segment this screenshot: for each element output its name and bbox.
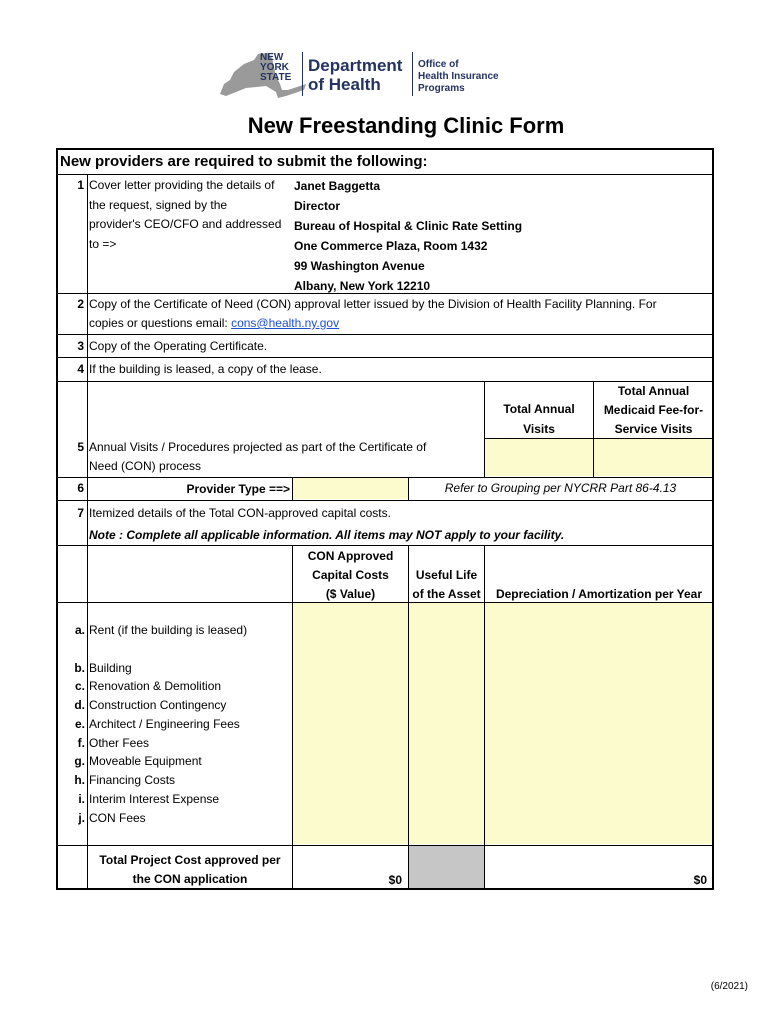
row7-note: Note : Complete all applicable information. All items may NOT apply to your facility. bbox=[89, 528, 565, 542]
item-label: Architect / Engineering Fees bbox=[89, 717, 240, 731]
row-number: 1 bbox=[77, 178, 84, 192]
col-total-annual-visits bbox=[485, 400, 593, 439]
row7-text: Itemized details of the Total CON-approved capital costs. bbox=[89, 506, 391, 520]
mailing-address bbox=[294, 176, 522, 296]
row1-line: Cover letter providing the details of bbox=[89, 178, 275, 192]
row5-line: Need (CON) process bbox=[89, 459, 202, 473]
row2-line2 bbox=[89, 314, 339, 332]
form-version: (6/2021) bbox=[710, 981, 748, 992]
row5-line: Annual Visits / Procedures projected as part of the Certificate of bbox=[89, 440, 427, 454]
total-annual-visits-input[interactable] bbox=[485, 439, 593, 476]
item-label: Interim Interest Expense bbox=[89, 792, 220, 806]
total-label-line: Total Project Cost approved per bbox=[99, 853, 281, 867]
item-label: Financing Costs bbox=[89, 773, 176, 787]
address-line: One Commerce Plaza, Room 1432 bbox=[294, 239, 488, 253]
depreciation-column-input[interactable] bbox=[485, 603, 713, 844]
address-line: Bureau of Hospital & Clinic Rate Setting bbox=[294, 219, 523, 233]
address-line: 99 Washington Avenue bbox=[294, 259, 425, 273]
logo-office-line: Office of bbox=[418, 59, 459, 70]
col-header-line: CON Approved bbox=[307, 549, 394, 563]
total-label-line: the CON application bbox=[132, 872, 248, 886]
col-header-line: Medicaid Fee-for- bbox=[603, 403, 704, 417]
item-letter: a. bbox=[74, 623, 85, 637]
total-capital-cost: $0 bbox=[388, 873, 402, 887]
item-label: Construction Contingency bbox=[89, 698, 227, 712]
nys-logo bbox=[216, 50, 516, 100]
row-number: 7 bbox=[77, 506, 84, 520]
logo-state-line: NEW bbox=[260, 52, 284, 63]
col-header-line: Total Annual bbox=[617, 384, 690, 398]
item-letter: b. bbox=[74, 661, 85, 675]
col-header-line: Useful Life bbox=[415, 568, 478, 582]
total-depreciation: $0 bbox=[693, 873, 707, 887]
total-label bbox=[88, 851, 292, 889]
row1-line: the request, signed by the bbox=[89, 197, 228, 212]
row-number: 3 bbox=[77, 339, 84, 353]
item-letter: i. bbox=[78, 792, 85, 806]
logo-office-line: Programs bbox=[418, 83, 465, 94]
provider-type-note: Refer to Grouping per NYCRR Part 86-4.13 bbox=[444, 481, 677, 495]
item-letter: f. bbox=[77, 736, 85, 750]
address-line: Director bbox=[294, 199, 341, 213]
page-title: New Freestanding Clinic Form bbox=[247, 113, 565, 138]
item-label: CON Fees bbox=[89, 811, 146, 825]
row1-line: provider's CEO/CFO and addressed bbox=[89, 217, 282, 231]
logo-office-line: Health Insurance bbox=[418, 71, 499, 82]
col-capital-costs bbox=[293, 547, 408, 604]
row-number: 6 bbox=[77, 481, 84, 495]
col-header-line: Total Annual bbox=[503, 402, 575, 416]
row1-line: to => bbox=[89, 236, 117, 251]
col-medicaid-visits bbox=[594, 382, 713, 439]
col-useful-life bbox=[409, 566, 484, 604]
row2-email-prefix: copies or questions email: bbox=[89, 316, 232, 330]
row-number: 4 bbox=[77, 362, 84, 376]
logo-dept-line: Department bbox=[308, 56, 403, 75]
col-header-line: Capital Costs bbox=[312, 568, 389, 582]
row2-line1: Copy of the Certificate of Need (CON) approval letter issued by the Division of Health Facility Planning. For bbox=[89, 297, 657, 311]
col-depreciation: Depreciation / Amortization per Year bbox=[495, 587, 703, 601]
useful-life-column-input[interactable] bbox=[409, 603, 484, 844]
item-letter: g. bbox=[74, 754, 85, 768]
address-line: Janet Baggetta bbox=[294, 179, 381, 193]
provider-type-label: Provider Type ==> bbox=[186, 482, 290, 496]
total-useful-life-cell bbox=[409, 846, 484, 888]
row1-description bbox=[89, 176, 281, 254]
row3-text: Copy of the Operating Certificate. bbox=[89, 339, 268, 353]
row5-description bbox=[89, 438, 426, 476]
item-letter: j. bbox=[78, 811, 85, 825]
item-label: Other Fees bbox=[89, 736, 150, 750]
logo-state-line: YORK bbox=[260, 62, 289, 73]
col-header-line: ($ Value) bbox=[325, 587, 376, 601]
row-number: 5 bbox=[77, 440, 84, 454]
item-letter: e. bbox=[74, 717, 85, 731]
provider-type-input[interactable] bbox=[293, 478, 408, 499]
form-intro: New providers are required to submit the following: bbox=[60, 153, 428, 170]
col-header-line: Service Visits bbox=[614, 422, 693, 436]
item-letter: c. bbox=[74, 679, 85, 693]
capital-cost-column-input[interactable] bbox=[293, 603, 408, 844]
item-label: Renovation & Demolition bbox=[89, 679, 222, 693]
col-header-line: of the Asset bbox=[412, 587, 481, 601]
logo-dept-line: of Health bbox=[308, 75, 381, 94]
logo-state-line: STATE bbox=[260, 72, 292, 83]
item-label: Building bbox=[89, 661, 132, 675]
item-letter: d. bbox=[74, 698, 85, 712]
item-label: Moveable Equipment bbox=[89, 754, 202, 768]
address-line: Albany, New York 12210 bbox=[294, 279, 431, 293]
row4-text: If the building is leased, a copy of the lease. bbox=[89, 362, 322, 376]
medicaid-visits-input[interactable] bbox=[594, 439, 713, 476]
item-label: Rent (if the building is leased) bbox=[89, 623, 248, 637]
email-link[interactable]: cons@health.ny.gov bbox=[231, 316, 340, 330]
col-header-line: Visits bbox=[523, 421, 555, 436]
item-letter: h. bbox=[74, 773, 85, 787]
row-number: 2 bbox=[77, 297, 84, 311]
